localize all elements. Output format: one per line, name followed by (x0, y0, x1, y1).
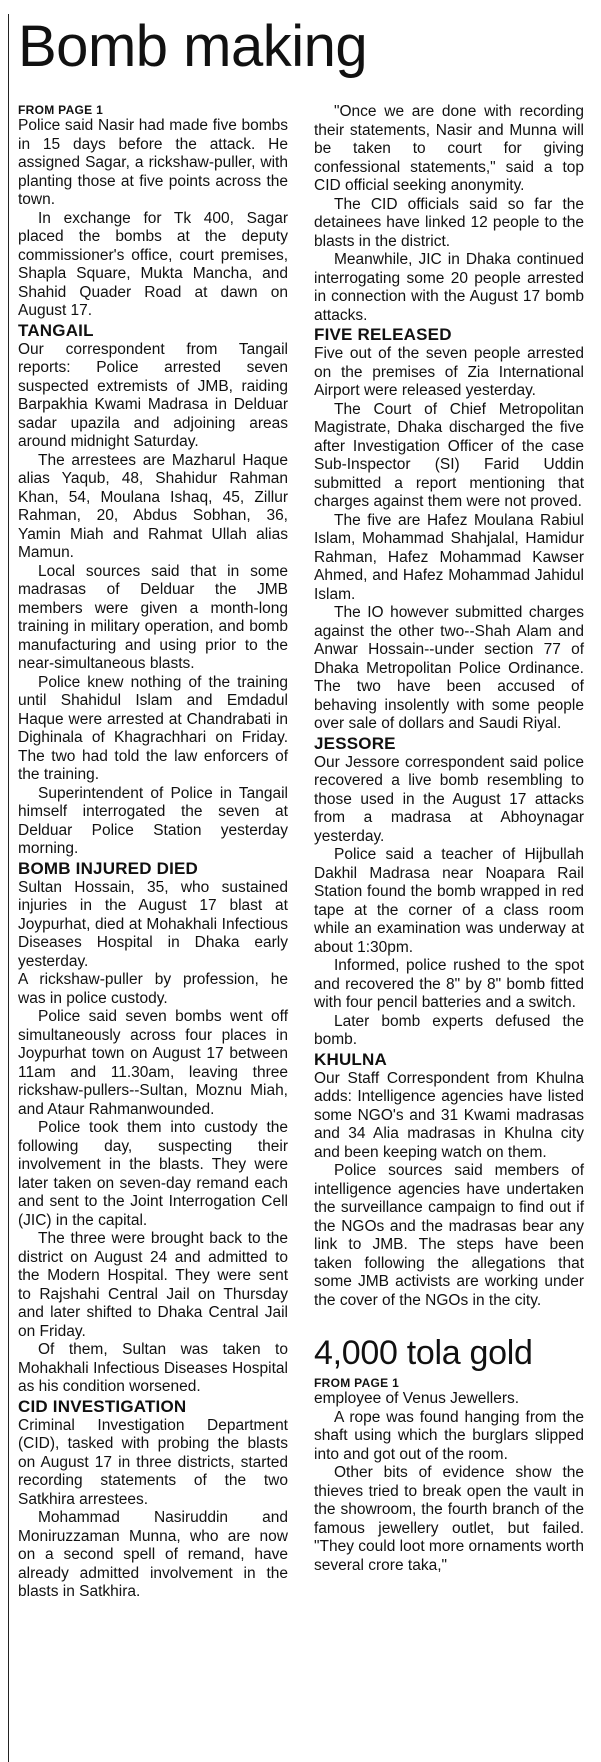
column-rule (8, 14, 9, 1762)
paragraph: Police said seven bombs went off simultaneously across four places in Joypurhat town on August 17 between 11am and 11.30am, leaving three rickshaw-pullers--Sultan, Moznu Miah, and Ataur Rahmanwounded. (18, 1008, 288, 1118)
section-heading-cid-investigation: CID INVESTIGATION (18, 1396, 187, 1416)
paragraph: The Court of Chief Metropolitan Magistrate, Dhaka discharged the five after Investigation Officer of the case Sub-Inspector (SI) Farid Uddin submitted a report mentioning that charges against them were not proved. (314, 400, 584, 510)
paragraph: Criminal Investigation Department (CID), tasked with probing the blasts on August 17 in three districts, started recording statements of the two Satkhira arrestees. (18, 1416, 288, 1508)
paragraph: Our Jessore correspondent said police recovered a live bomb resembling to those used in the August 17 attacks from a madrasa at Abhoynagar yesterday. (314, 753, 584, 845)
paragraph: The three were brought back to the district on August 24 and admitted to the Modern Hospital. They were sent to Rajshahi Central Jail on Thursday and later shifted to Dhaka Central Jail on Friday. (18, 1230, 288, 1340)
paragraph: A rope was found hanging from the shaft using which the burglars slipped into and got out of the room. (314, 1408, 584, 1463)
paragraph: Mohammad Nasiruddin and Moniruzzaman Munna, who are now on a second spell of remand, have already admitted involvement in the blasts in Satkhira. (18, 1509, 288, 1600)
section-heading-five-released: FIVE RELEASED (314, 325, 452, 344)
paragraph: Police said Nasir had made five bombs in 15 days before the attack. He assigned Sagar, a rickshaw-puller, with planting those at five points across the town. (18, 117, 288, 208)
paragraph: Police took them into custody the following day, suspecting their involvement in the blasts. They were later taken on seven-day remand each and sent to the Joint Interrogation Cell (JIC) in the capital. (18, 1119, 288, 1229)
paragraph: Sultan Hossain, 35, who sustained injuries in the August 17 blast at Joypurhat, died at Mohakhali Infectious Diseases Hospital in Dhaka early yesterday. (18, 878, 288, 970)
paragraph: Later bomb experts defused the bomb. (314, 1012, 584, 1048)
paragraph: The arrestees are Mazharul Haque alias Yaqub, 48, Shahidur Rahman Khan, 54, Moulana Ishaq, 45, Zillur Rahman, 20, Abdus Sobhan, 36, Yamin Miah and Rahmat Ullah alias Mamun. (18, 451, 288, 561)
paragraph: "Once we are done with recording their statements, Nasir and Munna will be taken to court for giving confessional statements," said a top CID official seeking anonymity. (314, 103, 584, 194)
paragraph: The IO however submitted charges against the other two--Shah Alam and Anwar Hossain--under section 77 of Dhaka Metropolitan Police Ordinance. The two have been accused of behaving insolently with some people over sale of dollars and Saudi Riyal. (314, 604, 584, 732)
paragraph: Local sources said that in some madrasas of Delduar the JMB members were given a month-long training in military operation, and bomb manufacturing and using prior to the near-simultaneous blasts. (18, 562, 288, 672)
paragraph: In exchange for Tk 400, Sagar placed the bombs at the deputy commissioner's office, court premises, Shapla Square, Mukta Mancha, and Shahid Quader Road at dawn on August 17. (18, 209, 288, 319)
paragraph: Police knew nothing of the training until Shahidul Islam and Emdadul Haque were arrested at Chandrabati in Dighinala of Khagrachhari on Friday. The two had told the law enforcers of the training. (18, 673, 288, 783)
left-column (18, 103, 288, 1602)
section-heading-jessore: JESSORE (314, 733, 396, 753)
paragraph: Police sources said members of intelligence agencies have undertaken the surveillance campaign to find out if the NGOs and the madrasas bear any link to JMB. The steps have been taken following the allegations that some JMB activists are working under the cover of the NGOs in the city. (314, 1162, 584, 1309)
sub-headline-gold: 4,000 tola gold (314, 1334, 533, 1372)
paragraph: A rickshaw-puller by profession, he was in police custody. (18, 971, 288, 1007)
paragraph: Our correspondent from Tangail reports: Police arrested seven suspected extremists of JMB, raiding Barpakhia Kwami Madrasa in Delduar sadar upazila and adjoining areas around midnight Saturday. (18, 340, 288, 450)
paragraph: The CID officials said so far the detainees have linked 12 people to the blasts in the district. (314, 195, 584, 250)
kicker: FROM PAGE 1 (18, 103, 104, 117)
paragraph: Informed, police rushed to the spot and recovered the 8" by 8" bomb fitted with four pencil batteries and a switch. (314, 957, 584, 1011)
section-heading-tangail: TANGAIL (18, 320, 94, 340)
paragraph: Five out of the seven people arrested on the premises of Zia International Airport were released yesterday. (314, 345, 584, 399)
paragraph: Other bits of evidence show the thieves tried to break open the vault in the showroom, the fourth branch of the famous jewellery outlet, but failed. "They could loot more ornaments worth several crore taka," (314, 1464, 584, 1574)
right-column (314, 103, 584, 1575)
paragraph: employee of Venus Jewellers. (314, 1390, 520, 1407)
section-heading-bomb-injured-died: BOMB INJURED DIED (18, 858, 199, 878)
paragraph: Our Staff Correspondent from Khulna adds: Intelligence agencies have listed some NGO's and 31 Kwami madrasas and 34 Alia madrasas in Khulna city and been keeping watch on them. (314, 1069, 584, 1161)
paragraph: Of them, Sultan was taken to Mohakhali Infectious Diseases Hospital as his condition worsened. (18, 1341, 288, 1395)
paragraph: Police said a teacher of Hijbullah Dakhil Madrasa near Noapara Rail Station found the bomb wrapped in red tape at the corner of a class room while an examination was underway at about 1:30pm. (314, 846, 584, 956)
paragraph: Superintendent of Police in Tangail himself interrogated the seven at Delduar Police Station yesterday morning. (18, 784, 288, 857)
headline: Bomb making (18, 14, 368, 79)
paragraph: The five are Hafez Moulana Rabiul Islam, Mohammad Shahjalal, Hamidur Rahman, Hafez Mohammad Kawser Ahmed, and Hafez Mohammad Jahidul Islam. (314, 511, 584, 603)
paragraph: Meanwhile, JIC in Dhaka continued interrogating some 20 people arrested in connection with the August 17 bomb attacks. (314, 251, 584, 324)
kicker: FROM PAGE 1 (314, 1376, 400, 1390)
section-heading-khulna: KHULNA (314, 1049, 387, 1069)
